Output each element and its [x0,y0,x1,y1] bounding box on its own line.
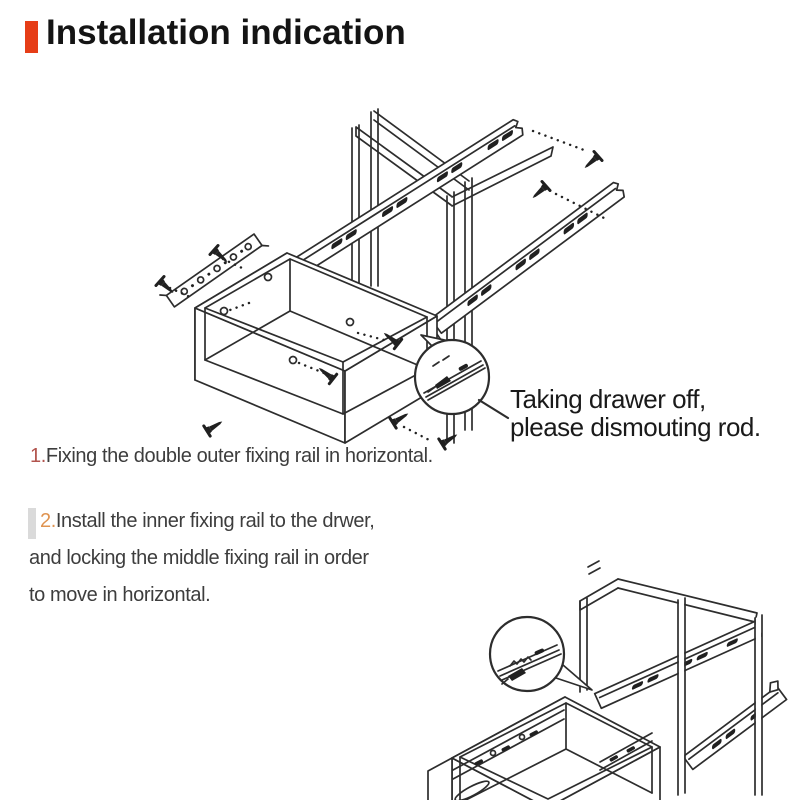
screw-icon [529,182,550,203]
bottom-diagram [428,561,790,800]
screw-icon [204,416,226,436]
magnifier-callout-top [415,335,508,418]
callout-line-2: please dismouting rod. [510,412,761,442]
step-2-line-1 [29,503,374,540]
callout-text [510,385,761,441]
step-1-number: 1. [30,445,46,467]
outer-rail-right [431,181,627,333]
step-2-number: 2. [40,510,56,532]
step-2-line-2: and locking the middle fixing rail in order [29,547,369,569]
page-title: Installation indication [46,13,406,52]
step-1-text: Fixing the double outer fixing rail in horizontal. [45,445,433,467]
magnifier-callout-bottom [490,617,592,691]
continuation-marks [588,561,600,574]
callout-leader-line [479,400,508,418]
instruction-step-1 [30,438,433,475]
step-2-text: Install the inner fixing rail to the drwer, [55,510,375,532]
instruction-step-2 [29,503,374,614]
screw-icon [581,152,602,173]
drawer-box-top [195,253,437,443]
outer-rail-bottom [679,679,790,770]
callout-line-1: Taking drawer off, [510,384,706,414]
step-2-line-3: to move in horizontal. [29,584,211,606]
screw-icon [439,429,461,449]
drawer-box-bottom [428,697,660,800]
